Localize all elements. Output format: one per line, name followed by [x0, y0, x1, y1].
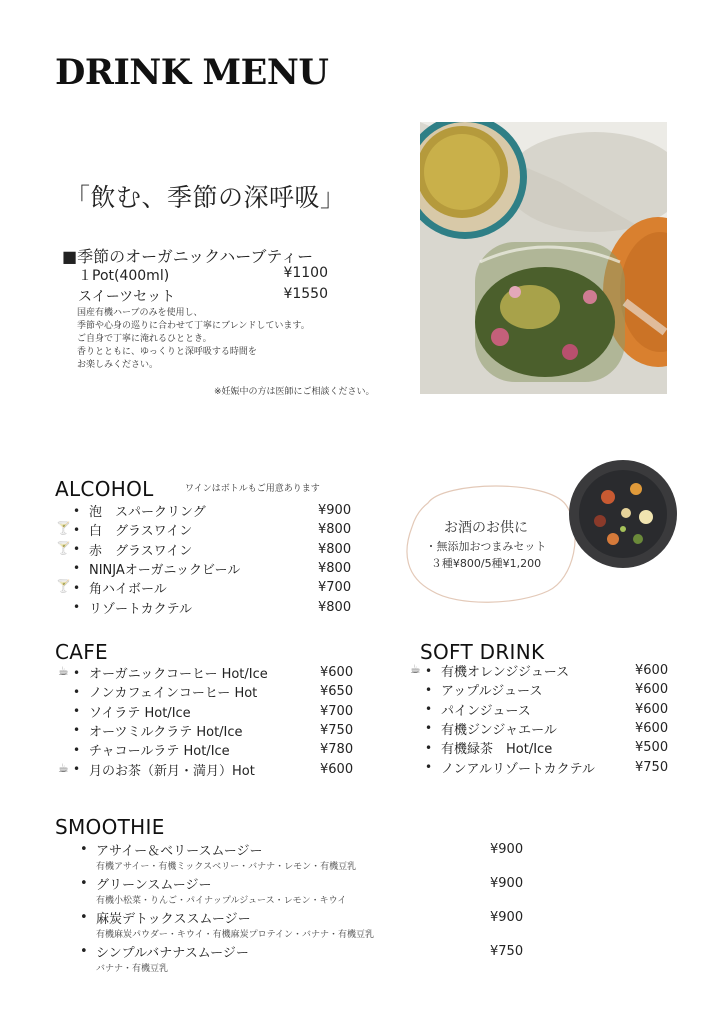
item-name: 角ハイボール — [89, 582, 167, 598]
item-name: シンプルバナナスムージー — [96, 946, 249, 961]
snack-plate-photo — [568, 459, 678, 569]
smoothie-item — [80, 909, 524, 940]
item-price: ¥600 — [635, 720, 669, 736]
bullet: • — [73, 723, 81, 738]
item-price: ¥700 — [320, 703, 354, 719]
item-price: ¥900 — [490, 876, 524, 891]
item-price: ¥650 — [320, 684, 354, 700]
item-name: ソイラテ Hot/Ice — [89, 705, 191, 721]
item-price: ¥900 — [490, 910, 524, 925]
menu-item — [425, 758, 670, 777]
bullet: • — [425, 663, 433, 678]
item-price: ¥600 — [635, 663, 669, 678]
bullet: • — [425, 740, 433, 755]
bullet: • — [73, 561, 81, 576]
item-ingredients: 有機アサイー・有機ミックスベリー・バナナ・レモン・有機豆乳 — [96, 862, 357, 872]
herb-item-price: ¥1550 — [283, 286, 328, 302]
menu-item — [73, 520, 363, 539]
item-price: ¥600 — [635, 682, 669, 698]
coffee-cup-icon: ☕ — [58, 760, 69, 775]
item-name: 月のお茶（新月・満月）Hot — [89, 763, 255, 779]
menu-item — [73, 501, 363, 520]
menu-item — [73, 578, 363, 597]
coffee-cup-icon: ☕ — [410, 662, 421, 676]
item-price: ¥900 — [490, 842, 524, 857]
item-name: 有機ジンジャエール — [441, 722, 557, 738]
item-name: グリーンスムージー — [96, 878, 212, 893]
bullet: • — [73, 600, 81, 614]
menu-item — [73, 760, 363, 779]
herb-item-name: スイーツセット — [78, 289, 176, 305]
item-name: アサイー＆ベリースムージー — [96, 844, 263, 859]
bullet: • — [425, 760, 433, 774]
smoothie-row — [80, 875, 524, 893]
item-price: ¥600 — [635, 701, 669, 717]
bullet: • — [80, 944, 88, 959]
item-name: オーガニックコーヒー Hot/Ice — [89, 667, 268, 682]
smoothie-item — [80, 943, 524, 974]
item-price: ¥500 — [635, 740, 669, 756]
item-price: ¥800 — [318, 541, 352, 557]
menu-item — [73, 721, 363, 740]
smoothie-row — [80, 943, 524, 961]
bullet: • — [425, 721, 433, 736]
item-price: ¥700 — [318, 580, 352, 596]
item-price: ¥600 — [320, 665, 354, 680]
item-name: 有機オレンジジュース — [441, 665, 570, 680]
item-name: アップルジュース — [441, 684, 543, 700]
item-price: ¥600 — [320, 761, 354, 777]
item-price: ¥900 — [318, 503, 352, 518]
item-price: ¥750 — [635, 759, 669, 775]
menu-item — [73, 663, 363, 682]
item-name: オーツミルクラテ Hot/Ice — [89, 724, 243, 740]
item-ingredients: 有機麻炭パウダー・キウイ・有機麻炭プロテイン・バナナ・有機豆乳 — [96, 930, 375, 940]
bullet: • — [73, 684, 81, 699]
snack-set-name: ・無添加おつまみセット — [425, 540, 547, 553]
menu-item — [425, 719, 670, 738]
cocktail-glass-icon: 🍸 — [56, 540, 71, 555]
herb-tea-photo — [420, 122, 667, 394]
tagline: 「飲む、季節の深呼吸」 — [65, 183, 346, 212]
bullet: • — [73, 503, 81, 518]
item-name: ノンアルリゾートカクテル — [441, 761, 595, 777]
menu-item — [425, 661, 670, 680]
menu-item — [73, 682, 363, 701]
item-name: 麻炭デトックススムージー — [96, 912, 251, 927]
bullet: • — [73, 704, 81, 719]
bullet: • — [425, 702, 433, 717]
bullet: • — [73, 522, 81, 537]
herb-item-sweets-set — [78, 286, 328, 306]
item-name: チャコールラテ Hot/Ice — [89, 744, 230, 760]
item-price: ¥750 — [320, 722, 354, 738]
item-name: リゾートカクテル — [89, 601, 192, 617]
item-ingredients: 有機小松菜・りんご・パイナップルジュース・レモン・キウイ — [96, 896, 347, 906]
item-name: 白 グラスワイン — [89, 524, 193, 540]
item-price: ¥800 — [318, 599, 352, 615]
menu-item — [73, 740, 363, 759]
bullet: • — [80, 876, 88, 891]
menu-item — [73, 559, 363, 578]
bullet: • — [80, 842, 88, 857]
cocktail-glass-icon: 🍸 — [56, 579, 71, 594]
soft-drink-heading: SOFT DRINK — [420, 640, 545, 664]
cafe-heading: CAFE — [55, 640, 108, 664]
smoothie-row — [80, 909, 524, 927]
pregnancy-note: ※妊娠中の方は医師にご相談ください。 — [214, 387, 375, 397]
item-name: ノンカフェインコーヒー Hot — [89, 686, 258, 702]
item-name: パインジュース — [441, 703, 531, 719]
bullet: • — [73, 762, 81, 776]
item-price: ¥750 — [490, 944, 524, 959]
bullet: • — [73, 742, 81, 757]
smoothie-item — [80, 841, 524, 872]
item-name: 泡 スパークリング — [89, 505, 206, 520]
bullet: • — [73, 580, 81, 595]
cocktail-glass-icon: 🍸 — [56, 521, 71, 536]
bullet: • — [425, 682, 433, 697]
item-name: 有機緑茶 Hot/Ice — [441, 742, 553, 758]
smoothie-heading: SMOOTHIE — [55, 815, 165, 839]
herb-item-pot — [78, 265, 328, 285]
menu-item — [425, 738, 670, 757]
item-price: ¥800 — [318, 560, 352, 576]
item-price: ¥800 — [318, 522, 352, 538]
item-ingredients: バナナ・有機豆乳 — [96, 964, 169, 974]
herb-item-price: ¥1100 — [283, 265, 328, 281]
page-title: DRINK MENU — [55, 52, 329, 93]
item-name: 赤 グラスワイン — [89, 543, 193, 559]
item-name: NINJAオーガニックビール — [89, 562, 241, 578]
alcohol-heading: ALCOHOL — [55, 477, 154, 501]
menu-item — [73, 702, 363, 721]
menu-item — [73, 598, 363, 617]
menu-item — [425, 680, 670, 699]
bullet: • — [73, 665, 81, 680]
alcohol-note: ワインはボトルもご用意あります — [185, 484, 320, 494]
menu-item — [73, 540, 363, 559]
herb-item-name: １Pot(400ml) — [78, 268, 170, 284]
smoothie-item — [80, 875, 524, 906]
snack-title: お酒のお供に — [444, 520, 528, 536]
smoothie-row — [80, 841, 524, 859]
bullet: • — [73, 542, 81, 557]
menu-item — [425, 700, 670, 719]
herb-tea-heading: ■季節のオーガニックハーブティー — [62, 247, 314, 266]
herb-description: 国産有機ハーブのみを使用し、 季節や心身の巡りに合わせて丁寧にブレンドしています。 ご自身で丁寧に淹れるひととき。 香りとともに、ゆっくりと深呼吸する時間を お楽しみください。 — [77, 308, 310, 370]
snack-set-price: ３種¥800/5種¥1,200 — [430, 557, 542, 570]
bullet: • — [80, 910, 88, 925]
item-price: ¥780 — [320, 742, 354, 758]
coffee-cup-icon: ☕ — [58, 664, 69, 678]
